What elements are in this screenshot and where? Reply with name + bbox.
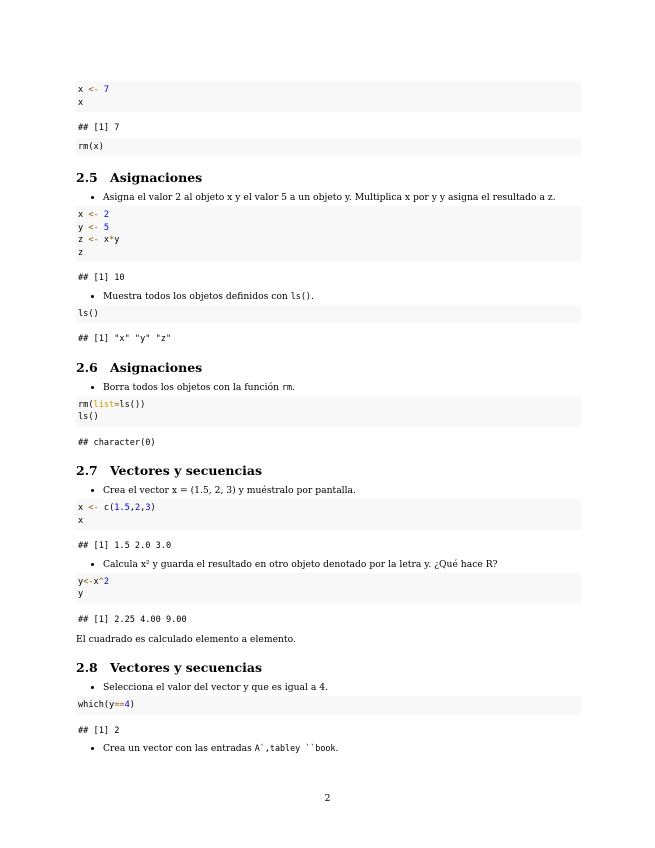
paragraph: El cuadrado es calculado elemento a elemento. xyxy=(76,634,296,645)
output-2: ## [1] 10 xyxy=(78,273,125,283)
code-text: x xyxy=(78,503,89,513)
page-number: 2 xyxy=(324,793,331,804)
bullet-list xyxy=(76,558,581,571)
code-number: 3 xyxy=(145,503,151,513)
code-number: 2 xyxy=(98,210,110,220)
bullet-list xyxy=(76,681,581,694)
output-4: ## character(0) xyxy=(78,437,156,448)
output-1: ## [1] 7 xyxy=(78,123,120,133)
code-block-2: rm(x) xyxy=(76,138,581,157)
list-item-text: Crea un vector con las entradas xyxy=(103,743,255,754)
list-item: • Crea el vector x = (1.5, 2, 3) y muéstralo por pantalla. xyxy=(103,484,581,497)
code-text: x xyxy=(78,85,89,95)
code-operator: <- xyxy=(88,210,99,220)
output-3: ## [1] "x" "y" "z" xyxy=(78,334,172,344)
code-operator: ^ xyxy=(98,576,104,587)
section-heading-2-8 xyxy=(76,660,581,676)
code-operator: <- xyxy=(83,576,94,587)
code-operator: <- xyxy=(88,235,99,245)
code-text: x xyxy=(78,515,84,526)
code-block-1 xyxy=(76,81,581,112)
code-text: ls() xyxy=(78,412,99,422)
code-text: ) xyxy=(150,503,156,513)
section-heading-2-5 xyxy=(76,170,581,186)
code-operator: * xyxy=(109,235,115,245)
section-number: 2.6 xyxy=(76,359,98,375)
code-block-4: ls() xyxy=(76,305,581,324)
code-text: ) xyxy=(129,700,135,710)
list-item-text: . xyxy=(292,381,295,393)
list-item: • Asigna el valor 2 al objeto x y el valor 5 a un objeto y. Multiplica x por y y asigna el resultado a z. xyxy=(103,191,581,204)
code-text: x xyxy=(93,576,99,587)
code-text: y xyxy=(78,576,84,587)
code-text: , xyxy=(140,503,146,513)
code-text: x xyxy=(78,97,84,108)
code-number: 5 xyxy=(98,222,110,233)
section-title: Asignaciones xyxy=(110,359,203,375)
code-operator: <- xyxy=(88,503,99,513)
list-item: • Calcula x² y guarda el resultado en otro objeto denotado por la letra y. ¿Qué hace R? xyxy=(103,558,581,571)
code-text: , xyxy=(129,503,135,513)
list-item-text: . xyxy=(310,290,314,302)
output-7: ## [1] 2 xyxy=(78,725,120,736)
inline-code: ls() xyxy=(290,290,311,301)
list-item: • Selecciona el valor del vector y que es igual a 4. xyxy=(103,681,581,694)
code-number: 4 xyxy=(124,700,130,710)
list-item xyxy=(103,290,581,303)
code-block-5 xyxy=(76,396,581,427)
list-item xyxy=(103,381,581,394)
section-number: 2.5 xyxy=(76,170,98,185)
section-heading-2-7 xyxy=(76,463,581,479)
inline-code: A`,tabley ``book xyxy=(254,743,336,753)
code-text: z xyxy=(78,247,84,258)
bullet-list xyxy=(76,381,581,394)
section-number: 2.8 xyxy=(76,660,98,675)
code-text: x xyxy=(78,210,89,220)
code-operator: <- xyxy=(88,222,99,233)
code-text: ls()) xyxy=(119,399,146,410)
code-operator: == xyxy=(114,700,125,710)
section-heading-2-6 xyxy=(76,360,581,376)
output-6: ## [1] 2.25 4.00 9.00 xyxy=(78,614,187,625)
code-block-3 xyxy=(76,206,581,262)
code-keyword: list xyxy=(93,399,115,410)
code-operator: = xyxy=(114,399,120,410)
code-block-6 xyxy=(76,499,581,530)
code-text: y xyxy=(114,235,120,245)
code-text: which(y xyxy=(78,700,115,710)
code-number: 7 xyxy=(98,85,110,95)
list-item-text: Muestra todos los objetos definidos con xyxy=(103,290,291,302)
section-title: Vectores y secuencias xyxy=(110,660,262,675)
list-item-text: Borra todos los objetos con la función xyxy=(103,381,282,393)
code-text: y xyxy=(78,589,84,599)
section-title: Vectores y secuencias xyxy=(110,463,262,478)
code-text: rm( xyxy=(78,399,94,410)
bullet-list xyxy=(76,290,581,303)
inline-code: rm xyxy=(281,381,293,392)
code-text: c( xyxy=(98,503,115,513)
bullet-list xyxy=(76,742,581,755)
code-block-7 xyxy=(76,573,581,604)
code-number: 1.5 xyxy=(114,503,130,513)
section-title: Asignaciones xyxy=(110,170,203,185)
list-item-text: . xyxy=(335,743,339,754)
code-block-8 xyxy=(76,696,581,715)
bullet-list xyxy=(76,191,581,204)
output-5: ## [1] 1.5 2.0 3.0 xyxy=(78,541,172,551)
code-number: 2 xyxy=(134,503,141,513)
bullet-list xyxy=(76,484,581,497)
code-text: y xyxy=(78,222,89,233)
code-operator: <- xyxy=(88,85,99,95)
code-number: 2 xyxy=(103,576,110,587)
code-text: z xyxy=(78,235,89,245)
document-page xyxy=(76,78,581,755)
list-item xyxy=(103,742,581,755)
code-text: x xyxy=(98,235,110,245)
section-number: 2.7 xyxy=(76,463,98,478)
